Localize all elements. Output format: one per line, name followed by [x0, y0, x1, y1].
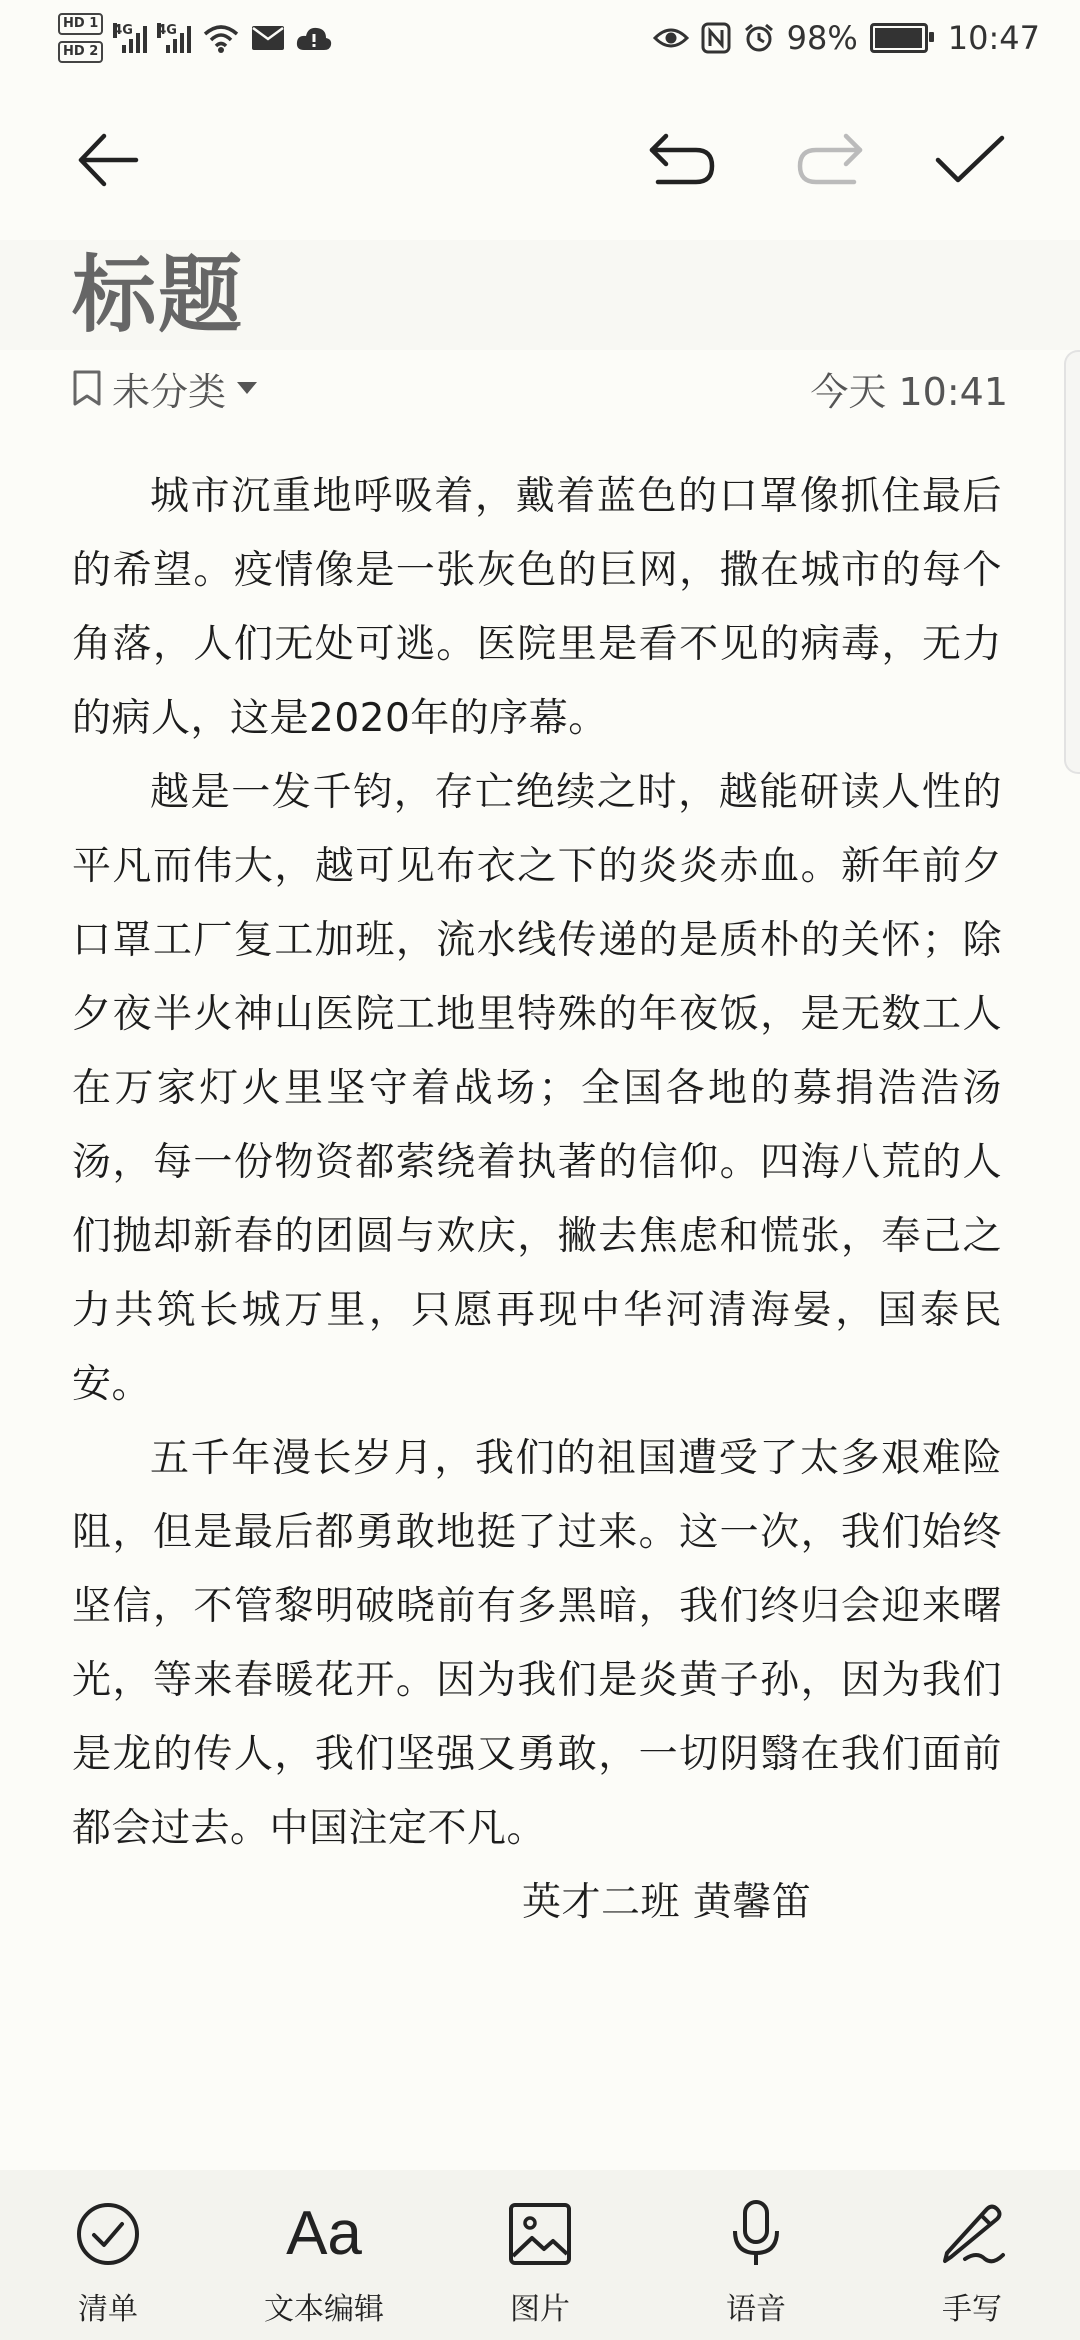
editor-toolbar — [0, 110, 1080, 210]
checklist-icon-wrap — [68, 2194, 148, 2274]
image-label: 图片 — [510, 2292, 570, 2327]
status-left — [58, 8, 333, 68]
signal-sim1-icon — [113, 23, 147, 53]
image-icon-wrap — [500, 2194, 580, 2274]
alarm-icon — [743, 22, 775, 54]
note-title[interactable]: 标题 — [72, 246, 245, 344]
category-selector[interactable] — [72, 361, 258, 416]
text-format-icon: Aa — [286, 2199, 362, 2268]
pen-icon — [937, 2199, 1007, 2269]
bookmark-icon — [72, 369, 102, 407]
voice-button[interactable] — [666, 2194, 846, 2328]
handwriting-label: 手写 — [942, 2292, 1002, 2327]
text-format-icon-wrap — [284, 2194, 364, 2274]
text-format-button[interactable] — [234, 2194, 414, 2328]
sim2-network-label: 4G — [157, 23, 177, 38]
sim1-network-label: 4G — [113, 23, 133, 38]
image-icon — [508, 2202, 572, 2266]
cloud-icon — [295, 24, 333, 52]
paragraph: 越是一发千钧，存亡绝续之时，越能研读人性的平凡而伟大，越可见布衣之下的炎炎赤血。新年前夕口罩工厂复工加班，流水线传递的是质朴的关怀；除夕夜半火神山医院工地里特殊的年夜饭，是无数工人在万家灯火里坚守着战场；全国各地的募捐浩浩汤汤，每一份物资都萦绕着执著的信仰。四海八荒的人们抛却新春的团圆与欢庆，撇去焦虑和慌张，奉己之力共筑长城万里，只愿再现中华河清海晏，国泰民安。 — [72, 770, 1002, 1407]
text-format-label: 文本编辑 — [264, 2292, 384, 2327]
note-timestamp: 今天 10:41 — [810, 369, 1008, 414]
paragraph: 城市沉重地呼吸着，戴着蓝色的口罩像抓住最后的希望。疫情像是一张灰色的巨网，撒在城市的每个角落，人们无处可逃。医院里是看不见的病毒，无力的病人，这是2020年的序幕。 — [72, 474, 1002, 741]
pen-icon-wrap — [932, 2194, 1012, 2274]
redo-button[interactable] — [790, 120, 870, 200]
battery-level-fill — [875, 28, 922, 48]
back-arrow-icon — [76, 128, 140, 192]
microphone-icon — [730, 2199, 782, 2269]
hd1-badge: HD 1 — [58, 13, 103, 35]
redo-icon — [794, 128, 866, 192]
voice-label: 语音 — [726, 2292, 786, 2327]
note-meta-row — [72, 358, 1008, 418]
battery-icon — [870, 23, 928, 53]
clock: 10:47 — [947, 19, 1040, 57]
paragraph: 五千年漫长岁月，我们的祖国遭受了太多艰难险阻，但是最后都勇敢地挺了过来。这一次，我们始终坚信，不管黎明破晓前有多黑暗，我们终归会迎来曙光，等来春暖花开。因为我们是炎黄子孙，因为我们是龙的传人，我们坚强又勇敢，一切阴翳在我们面前都会过去。中国注定不凡。 — [72, 1436, 1002, 1851]
signal-sim2-icon — [157, 23, 191, 53]
mail-icon — [251, 25, 285, 51]
save-button[interactable] — [930, 120, 1010, 200]
hd2-badge: HD 2 — [58, 41, 103, 63]
checklist-button[interactable] — [18, 2194, 198, 2328]
eye-icon — [653, 26, 689, 50]
note-body[interactable] — [72, 460, 1002, 1940]
dropdown-triangle-icon — [236, 381, 258, 395]
battery-percent: 98% — [786, 19, 858, 57]
nfc-icon — [701, 22, 731, 54]
checkmark-icon — [934, 128, 1006, 192]
title-field-container — [0, 240, 1080, 350]
side-edge-handle[interactable] — [1064, 350, 1080, 774]
back-button[interactable] — [68, 120, 148, 200]
hd-indicators — [58, 13, 103, 63]
status-right — [653, 12, 1040, 64]
undo-icon — [646, 128, 718, 192]
checklist-icon — [75, 2201, 141, 2267]
handwriting-button[interactable] — [882, 2194, 1062, 2328]
signature-line: 英才二班 黄馨笛 — [522, 1880, 812, 1925]
wifi-icon — [201, 22, 241, 54]
undo-button[interactable] — [642, 120, 722, 200]
category-label: 未分类 — [112, 369, 227, 414]
checklist-label: 清单 — [78, 2292, 138, 2327]
status-bar — [0, 0, 1080, 72]
image-button[interactable] — [450, 2194, 630, 2328]
microphone-icon-wrap — [716, 2194, 796, 2274]
bottom-tool-bar — [0, 2170, 1080, 2340]
